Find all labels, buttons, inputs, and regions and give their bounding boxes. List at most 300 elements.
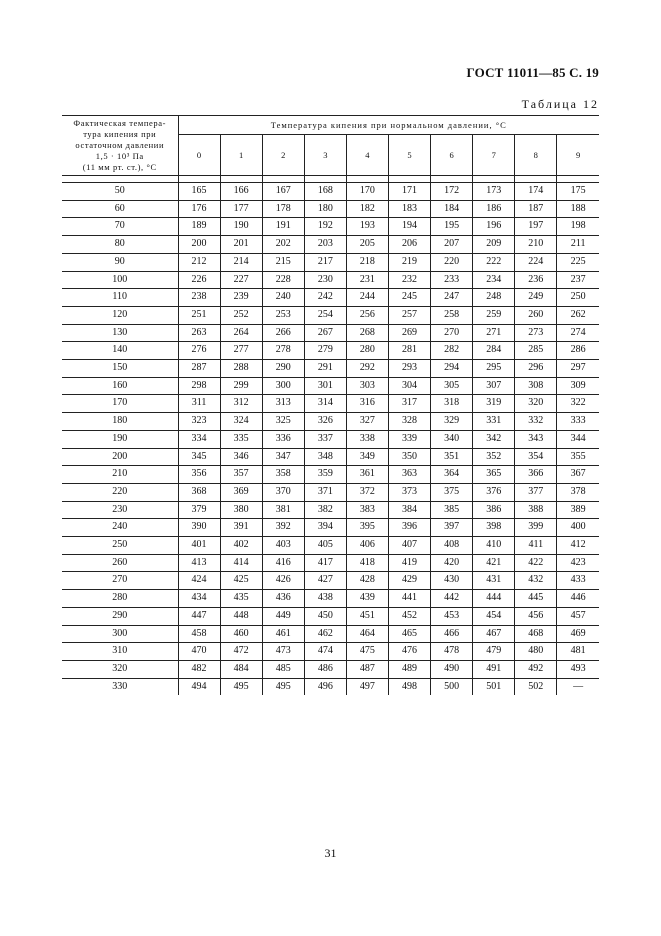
table-cell: 396 [388, 519, 430, 537]
table-cell: 485 [262, 660, 304, 678]
table-cell: 489 [388, 660, 430, 678]
table-cell: 367 [557, 466, 599, 484]
table-cell: 299 [220, 377, 262, 395]
table-cell: 350 [388, 448, 430, 466]
table-cell: 305 [431, 377, 473, 395]
stub-header [62, 116, 178, 176]
table-cell: 482 [178, 660, 220, 678]
table-row [62, 590, 599, 608]
table-cell: 335 [220, 430, 262, 448]
table-cell: 381 [262, 501, 304, 519]
table-cell: 173 [473, 183, 515, 201]
running-head: ГОСТ 11011—85 С. 19 [466, 65, 599, 80]
table-cell: 245 [388, 289, 430, 307]
table-cell: 276 [178, 342, 220, 360]
stub-header-line: Фактическая темпера- [73, 118, 167, 128]
column-header: 3 [304, 135, 346, 176]
table-row [62, 377, 599, 395]
table-row [62, 413, 599, 431]
table-cell: 172 [431, 183, 473, 201]
table-cell: 198 [557, 218, 599, 236]
table-cell: 293 [388, 360, 430, 378]
table-cell: 325 [262, 413, 304, 431]
table-cell: 355 [557, 448, 599, 466]
table-cell: 352 [473, 448, 515, 466]
table-row [62, 537, 599, 555]
table-cell: 217 [304, 253, 346, 271]
row-header-cell: 140 [62, 342, 178, 360]
table-cell: 191 [262, 218, 304, 236]
table-cell: 466 [431, 625, 473, 643]
table-cell: 296 [515, 360, 557, 378]
table-cell: 183 [388, 200, 430, 218]
table-cell: 408 [431, 537, 473, 555]
table-cell: 187 [515, 200, 557, 218]
table-cell: 432 [515, 572, 557, 590]
table-cell: 165 [178, 183, 220, 201]
table-cell: 436 [262, 590, 304, 608]
row-header-cell: 210 [62, 466, 178, 484]
row-header-cell: 60 [62, 200, 178, 218]
table-cell: 422 [515, 554, 557, 572]
table-cell: 356 [178, 466, 220, 484]
table-cell: 429 [388, 572, 430, 590]
table-cell: 329 [431, 413, 473, 431]
row-header-cell: 230 [62, 501, 178, 519]
table-cell: 500 [431, 678, 473, 695]
table-cell: 405 [304, 537, 346, 555]
table-cell: 397 [431, 519, 473, 537]
table-cell: 451 [346, 607, 388, 625]
table-cell: 425 [220, 572, 262, 590]
table-cell: 435 [220, 590, 262, 608]
table-cell: 479 [473, 643, 515, 661]
row-header-cell: 280 [62, 590, 178, 608]
table-cell: 231 [346, 271, 388, 289]
column-header: 7 [473, 135, 515, 176]
table-cell: 247 [431, 289, 473, 307]
table-cell: 395 [346, 519, 388, 537]
table-cell: 308 [515, 377, 557, 395]
stub-header-line: тура кипения при [83, 129, 157, 139]
table-row [62, 678, 599, 695]
table-cell: 378 [557, 483, 599, 501]
table-cell: 222 [473, 253, 515, 271]
table-cell: 359 [304, 466, 346, 484]
row-header-cell: 170 [62, 395, 178, 413]
table-cell: 262 [557, 306, 599, 324]
row-header-cell: 130 [62, 324, 178, 342]
table-cell: 413 [178, 554, 220, 572]
table-cell: 253 [262, 306, 304, 324]
table-cell: 390 [178, 519, 220, 537]
table-cell: 458 [178, 625, 220, 643]
table-cell: 467 [473, 625, 515, 643]
table-cell: 454 [473, 607, 515, 625]
table-cell: 324 [220, 413, 262, 431]
row-header-cell: 200 [62, 448, 178, 466]
table-cell: 441 [388, 590, 430, 608]
table-cell: 474 [304, 643, 346, 661]
table-row [62, 483, 599, 501]
table-cell: 383 [346, 501, 388, 519]
table-cell: 348 [304, 448, 346, 466]
table-cell: 424 [178, 572, 220, 590]
table-cell: 484 [220, 660, 262, 678]
table-cell: 388 [515, 501, 557, 519]
row-header-cell: 220 [62, 483, 178, 501]
table-cell: 319 [473, 395, 515, 413]
table-cell: 346 [220, 448, 262, 466]
table-cell: 411 [515, 537, 557, 555]
table-cell: 490 [431, 660, 473, 678]
table-cell: 456 [515, 607, 557, 625]
table-cell: 188 [557, 200, 599, 218]
table-cell: 174 [515, 183, 557, 201]
table-row [62, 395, 599, 413]
table-cell: 476 [388, 643, 430, 661]
table-cell: 236 [515, 271, 557, 289]
table-cell: 323 [178, 413, 220, 431]
table-cell: 379 [178, 501, 220, 519]
table-cell: 242 [304, 289, 346, 307]
table-cell: 433 [557, 572, 599, 590]
table-row [62, 324, 599, 342]
table-cell: 273 [515, 324, 557, 342]
table-cell: 170 [346, 183, 388, 201]
table-cell: 234 [473, 271, 515, 289]
table-cell: 249 [515, 289, 557, 307]
table-caption: Таблица 12 [521, 97, 599, 111]
table-cell: 494 [178, 678, 220, 695]
table-cell: 417 [304, 554, 346, 572]
table-cell: 313 [262, 395, 304, 413]
row-header-cell: 90 [62, 253, 178, 271]
table-cell: 445 [515, 590, 557, 608]
table-row [62, 253, 599, 271]
table-cell: 278 [262, 342, 304, 360]
table-cell: 274 [557, 324, 599, 342]
table-row [62, 183, 599, 201]
table-cell: 277 [220, 342, 262, 360]
table-cell: 392 [262, 519, 304, 537]
table-row [62, 271, 599, 289]
column-header: 2 [262, 135, 304, 176]
column-header: 6 [431, 135, 473, 176]
table-cell: 286 [557, 342, 599, 360]
table-cell: 457 [557, 607, 599, 625]
table-cell: 344 [557, 430, 599, 448]
stub-header-line: остаточном давлении [75, 140, 165, 150]
table-cell: 375 [431, 483, 473, 501]
row-header-cell: 260 [62, 554, 178, 572]
table-cell: 300 [262, 377, 304, 395]
table-cell: — [557, 678, 599, 695]
table-cell: 290 [262, 360, 304, 378]
table-cell: 254 [304, 306, 346, 324]
row-header-cell: 270 [62, 572, 178, 590]
table-cell: 186 [473, 200, 515, 218]
table-cell: 401 [178, 537, 220, 555]
table-cell: 414 [220, 554, 262, 572]
table-cell: 366 [515, 466, 557, 484]
table-cell: 219 [388, 253, 430, 271]
table-row [62, 660, 599, 678]
table-cell: 472 [220, 643, 262, 661]
table-cell: 402 [220, 537, 262, 555]
table-cell: 403 [262, 537, 304, 555]
table-cell: 407 [388, 537, 430, 555]
table-cell: 320 [515, 395, 557, 413]
table-cell: 450 [304, 607, 346, 625]
table-cell: 453 [431, 607, 473, 625]
table-cell: 364 [431, 466, 473, 484]
table-cell: 487 [346, 660, 388, 678]
table-cell: 502 [515, 678, 557, 695]
table-cell: 285 [515, 342, 557, 360]
table-cell: 347 [262, 448, 304, 466]
row-header-cell: 250 [62, 537, 178, 555]
table-cell: 412 [557, 537, 599, 555]
table-cell: 239 [220, 289, 262, 307]
table-cell: 226 [178, 271, 220, 289]
table-cell: 281 [388, 342, 430, 360]
table-cell: 251 [178, 306, 220, 324]
table-cell: 271 [473, 324, 515, 342]
row-header-cell: 310 [62, 643, 178, 661]
row-header-cell: 110 [62, 289, 178, 307]
table-cell: 493 [557, 660, 599, 678]
table-cell: 207 [431, 236, 473, 254]
table-cell: 233 [431, 271, 473, 289]
table-cell: 180 [304, 200, 346, 218]
table-cell: 368 [178, 483, 220, 501]
table-cell: 309 [557, 377, 599, 395]
table-cell: 461 [262, 625, 304, 643]
table-cell: 295 [473, 360, 515, 378]
table-row [62, 519, 599, 537]
table-cell: 338 [346, 430, 388, 448]
table-cell: 292 [346, 360, 388, 378]
table-cell: 291 [304, 360, 346, 378]
table-cell: 460 [220, 625, 262, 643]
table-cell: 269 [388, 324, 430, 342]
table-cell: 194 [388, 218, 430, 236]
table-cell: 270 [431, 324, 473, 342]
table-cell: 480 [515, 643, 557, 661]
table-cell: 376 [473, 483, 515, 501]
table-cell: 428 [346, 572, 388, 590]
table-cell: 211 [557, 236, 599, 254]
table-cell: 394 [304, 519, 346, 537]
table-cell: 316 [346, 395, 388, 413]
table-row [62, 554, 599, 572]
table-cell: 297 [557, 360, 599, 378]
table-cell: 386 [473, 501, 515, 519]
table-cell: 501 [473, 678, 515, 695]
table-cell: 442 [431, 590, 473, 608]
table-cell: 322 [557, 395, 599, 413]
table-cell: 446 [557, 590, 599, 608]
table-row [62, 200, 599, 218]
table-cell: 370 [262, 483, 304, 501]
table-cell: 430 [431, 572, 473, 590]
column-header: 5 [388, 135, 430, 176]
table-cell: 351 [431, 448, 473, 466]
column-header: 8 [515, 135, 557, 176]
table-row [62, 643, 599, 661]
table-cell: 284 [473, 342, 515, 360]
table-cell: 423 [557, 554, 599, 572]
table-cell: 244 [346, 289, 388, 307]
table-cell: 481 [557, 643, 599, 661]
table-cell: 214 [220, 253, 262, 271]
table-cell: 473 [262, 643, 304, 661]
table-cell: 311 [178, 395, 220, 413]
table-cell: 177 [220, 200, 262, 218]
table-cell: 345 [178, 448, 220, 466]
table-cell: 332 [515, 413, 557, 431]
table-row [62, 572, 599, 590]
table-row [62, 236, 599, 254]
table-cell: 496 [304, 678, 346, 695]
table-cell: 224 [515, 253, 557, 271]
table-row [62, 342, 599, 360]
table-cell: 420 [431, 554, 473, 572]
table-cell: 318 [431, 395, 473, 413]
table-cell: 266 [262, 324, 304, 342]
table-cell: 349 [346, 448, 388, 466]
table-cell: 448 [220, 607, 262, 625]
row-header-cell: 160 [62, 377, 178, 395]
table-cell: 369 [220, 483, 262, 501]
table-cell: 382 [304, 501, 346, 519]
table-cell: 391 [220, 519, 262, 537]
table-cell: 237 [557, 271, 599, 289]
table-cell: 184 [431, 200, 473, 218]
table-cell: 212 [178, 253, 220, 271]
table-cell: 426 [262, 572, 304, 590]
table-cell: 280 [346, 342, 388, 360]
table-cell: 232 [388, 271, 430, 289]
table-cell: 201 [220, 236, 262, 254]
group-header: Температура кипения при нормальном давлении, °С [178, 116, 599, 135]
table-row [62, 625, 599, 643]
table-cell: 373 [388, 483, 430, 501]
table-cell: 205 [346, 236, 388, 254]
table-cell: 357 [220, 466, 262, 484]
table-cell: 287 [178, 360, 220, 378]
table-cell: 264 [220, 324, 262, 342]
table-cell: 434 [178, 590, 220, 608]
table-cell: 260 [515, 306, 557, 324]
table-cell: 182 [346, 200, 388, 218]
table-cell: 178 [262, 200, 304, 218]
row-header-cell: 320 [62, 660, 178, 678]
table-cell: 267 [304, 324, 346, 342]
table-cell: 389 [557, 501, 599, 519]
row-header-cell: 240 [62, 519, 178, 537]
table-cell: 377 [515, 483, 557, 501]
table-cell: 248 [473, 289, 515, 307]
table-cell: 171 [388, 183, 430, 201]
table-cell: 331 [473, 413, 515, 431]
table-cell: 336 [262, 430, 304, 448]
table-cell: 298 [178, 377, 220, 395]
boiling-temperature-table [62, 115, 599, 695]
row-header-cell: 100 [62, 271, 178, 289]
table-cell: 288 [220, 360, 262, 378]
table-cell: 294 [431, 360, 473, 378]
table-cell: 492 [515, 660, 557, 678]
table-cell: 282 [431, 342, 473, 360]
table-cell: 192 [304, 218, 346, 236]
table-cell: 196 [473, 218, 515, 236]
table-cell: 371 [304, 483, 346, 501]
table-cell: 258 [431, 306, 473, 324]
row-header-cell: 150 [62, 360, 178, 378]
table-cell: 304 [388, 377, 430, 395]
table-cell: 410 [473, 537, 515, 555]
table-cell: 225 [557, 253, 599, 271]
table-cell: 334 [178, 430, 220, 448]
table-cell: 372 [346, 483, 388, 501]
table-cell: 447 [178, 607, 220, 625]
table-cell: 303 [346, 377, 388, 395]
table-cell: 427 [304, 572, 346, 590]
table-cell: 416 [262, 554, 304, 572]
table-cell: 238 [178, 289, 220, 307]
table-cell: 475 [346, 643, 388, 661]
table-row [62, 448, 599, 466]
table-cell: 189 [178, 218, 220, 236]
table-cell: 230 [304, 271, 346, 289]
table-cell: 439 [346, 590, 388, 608]
column-header: 0 [178, 135, 220, 176]
table-cell: 465 [388, 625, 430, 643]
table-cell: 398 [473, 519, 515, 537]
table-cell: 468 [515, 625, 557, 643]
table-cell: 317 [388, 395, 430, 413]
table-row [62, 306, 599, 324]
table-cell: 361 [346, 466, 388, 484]
table-cell: 406 [346, 537, 388, 555]
column-header: 9 [557, 135, 599, 176]
table-cell: 175 [557, 183, 599, 201]
table-cell: 279 [304, 342, 346, 360]
table-cell: 228 [262, 271, 304, 289]
table-cell: 495 [262, 678, 304, 695]
row-header-cell: 120 [62, 306, 178, 324]
table-cell: 227 [220, 271, 262, 289]
table-cell: 333 [557, 413, 599, 431]
table-cell: 326 [304, 413, 346, 431]
table-cell: 206 [388, 236, 430, 254]
table-row [62, 466, 599, 484]
table-cell: 263 [178, 324, 220, 342]
row-header-cell: 50 [62, 183, 178, 201]
table-row [62, 607, 599, 625]
table-row [62, 501, 599, 519]
table-cell: 431 [473, 572, 515, 590]
stub-header-line: 1,5 · 10³ Па [95, 151, 144, 161]
table-cell: 337 [304, 430, 346, 448]
table-cell: 470 [178, 643, 220, 661]
table-cell: 240 [262, 289, 304, 307]
table-cell: 469 [557, 625, 599, 643]
table-cell: 449 [262, 607, 304, 625]
table-cell: 363 [388, 466, 430, 484]
